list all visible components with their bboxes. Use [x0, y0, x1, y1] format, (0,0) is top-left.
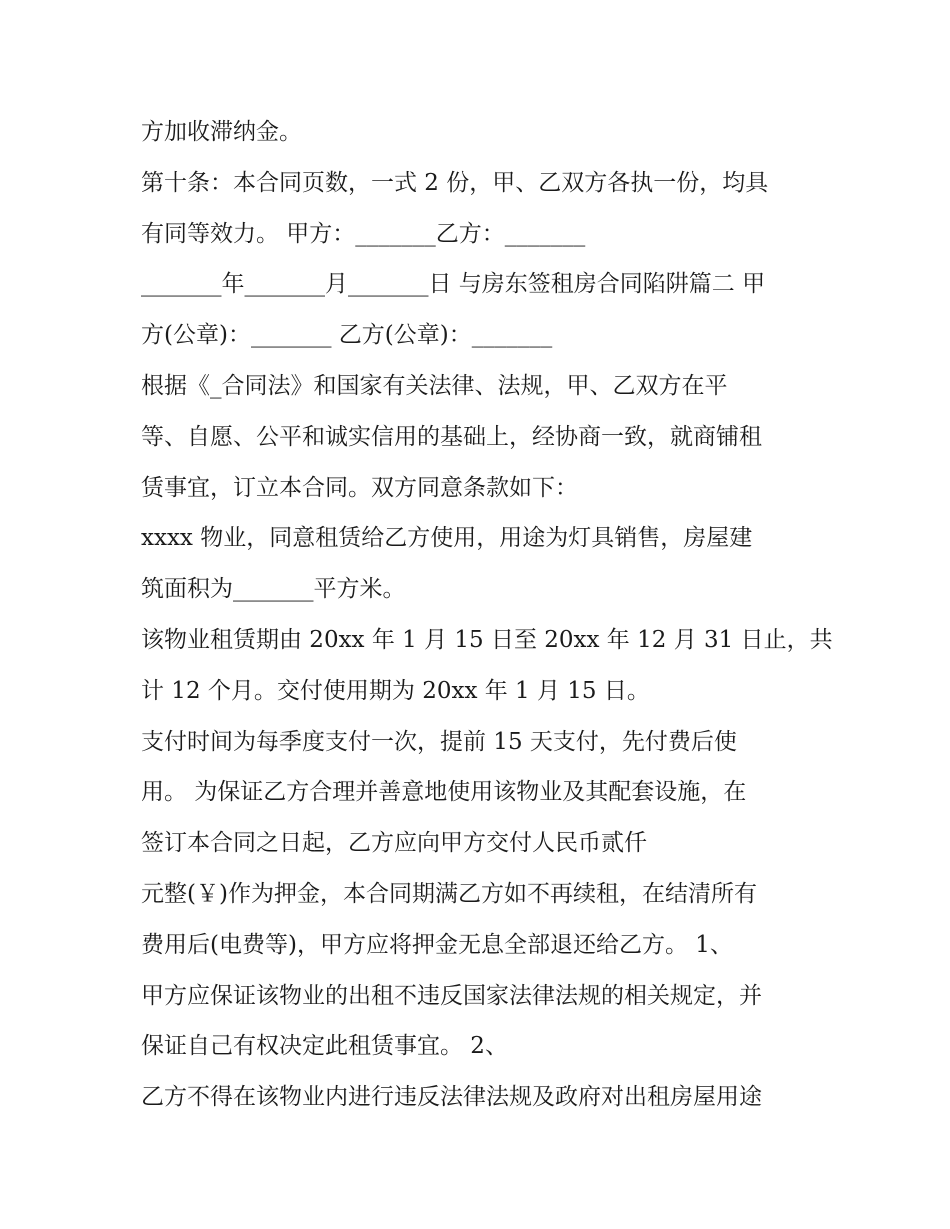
contract-text [141, 107, 831, 1123]
text-line: 签订本合同之日起，乙方应向甲方交付人民币贰仟 [141, 830, 647, 857]
text-line: 赁事宜，订立本合同。双方同意条款如下： [141, 474, 578, 501]
text-line: 保证自己有权决定此租赁事宜。 2、 [141, 1033, 508, 1060]
text-line: 甲方应保证该物业的出租不违反国家法律法规的相关规定，并 [141, 982, 762, 1009]
text-line: 乙方不得在该物业内进行违反法律法规及政府对出租房屋用途 [141, 1084, 762, 1111]
text-line: 费用后(电费等)，甲方应将押金无息全部退还给乙方。 1、 [141, 931, 733, 958]
text-line: 根据《_合同法》和国家有关法律、法规，甲、乙双方在平 [141, 372, 728, 399]
text-line: xxxx 物业，同意租赁给乙方使用，用途为灯具销售，房屋建 [141, 525, 753, 552]
text-line: 有同等效力。 甲方：_______乙方：_______ [141, 220, 586, 247]
text-line: 该物业租赁期由 20xx 年 1 月 15 日至 20xx 年 12 月 31 日止，共 [141, 626, 833, 653]
text-line: 第十条：本合同页数，一式 2 份，甲、乙双方各执一份，均具 [141, 169, 769, 196]
text-line: 等、自愿、公平和诚实信用的基础上，经协商一致，就商铺租 [141, 423, 762, 450]
text-line: 计 12 个月。交付使用期为 20xx 年 1 月 15 日。 [141, 677, 650, 704]
text-line: 元整(￥)作为押金，本合同期满乙方如不再续租，在结清所有 [141, 880, 757, 907]
text-line: 方(公章)：_______ 乙方(公章)：_______ [141, 322, 553, 349]
text-line: 用。 为保证乙方合理并善意地使用该物业及其配套设施，在 [141, 779, 747, 806]
text-line: 筑面积为_______平方米。 [141, 576, 406, 603]
text-line: 方加收滞纳金。 [141, 119, 302, 145]
text-line: 支付时间为每季度支付一次，提前 15 天支付，先付费后使 [141, 728, 737, 755]
text-line: _______年_______月_______日 与房东签租房合同陷阱篇二 甲 [141, 271, 766, 298]
